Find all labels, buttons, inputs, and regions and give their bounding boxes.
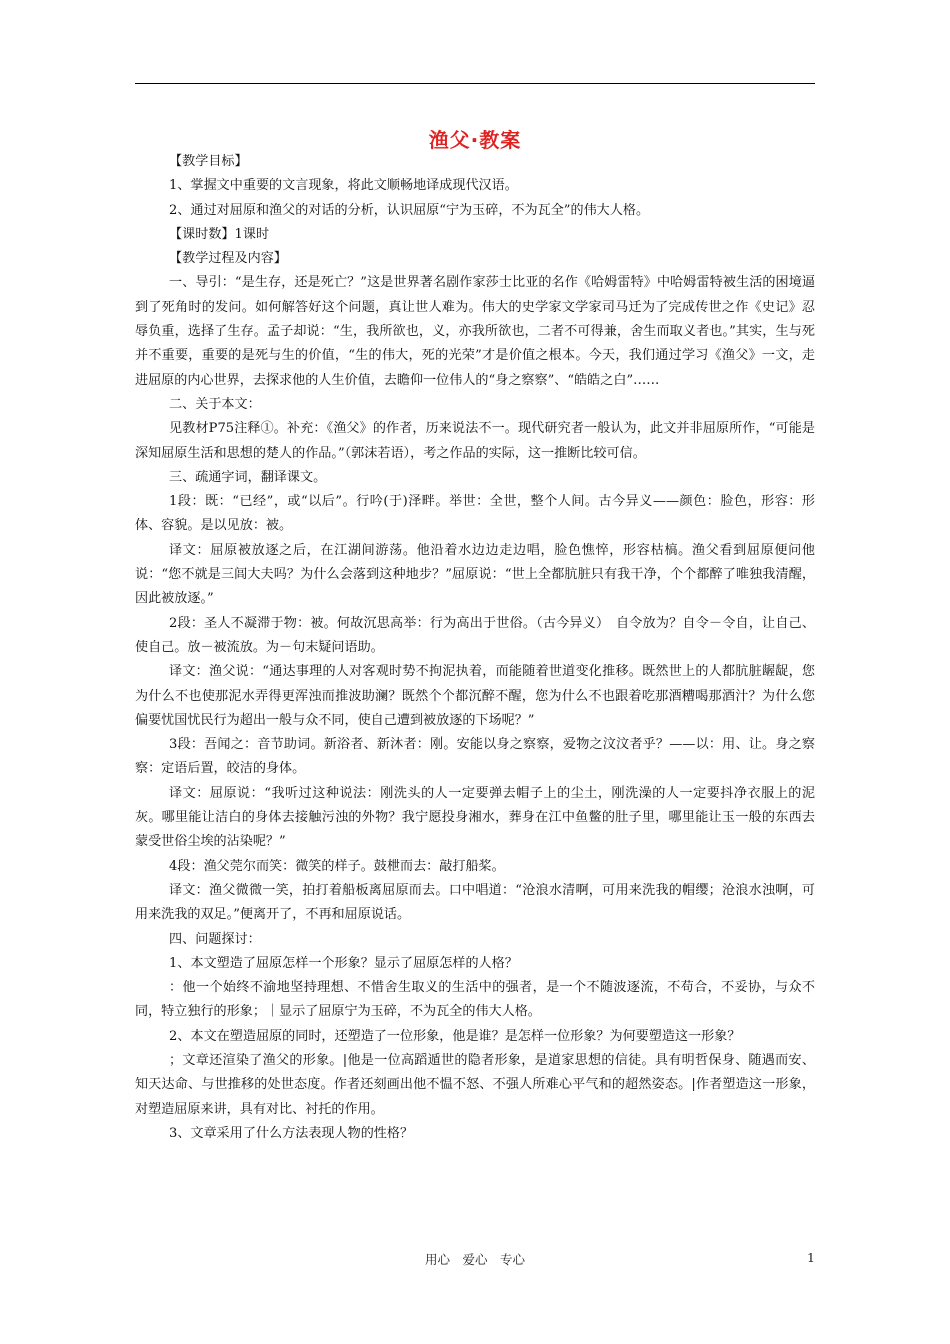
- paragraph-translation: 译文：屈原说：“我听过这种说法：刚洗头的人一定要弹去帽子上的尘土，刚洗澡的人一定要抖净衣服上的泥灰。哪里能让洁白的身体去接触污浊的外物？我宁愿投身湘水，葬身在江中鱼鳖的肚子里，哪里能让玉一般的东西去蒙受世俗尘埃的沾染呢？”: [135, 785, 815, 850]
- page-number: 1: [807, 1250, 815, 1265]
- section-heading: 二、关于本文：: [169, 396, 261, 412]
- answer: ：他一个始终不渝地坚持理想、不惜舍生取义的生活中的强者，是一个不随波逐流，不苟合，不妥协，与众不同，特立独行的形象；｜显示了屈原宁为玉碎，不为瓦全的伟大人格。: [135, 980, 815, 1020]
- paragraph-translation: 译文：渔父说：“通达事理的人对客观时势不拘泥执着，而能随着世道变化推移。既然世上的人都肮脏龌龊，您为什么不也使那泥水弄得更浑浊而推波助澜？既然个个都沉醉不醒，您为什么不也跟着吃那酒糟喝那酒汁？为什么您偏要忧国忧民行为超出一般与众不同，使自己遭到被放逐的下场呢？”: [135, 664, 815, 728]
- paragraph-notes: 4段：渔父莞尔而笑：微笑的样子。鼓枻而去：敲打船桨。: [169, 858, 505, 874]
- paragraph-notes: 2段：圣人不凝滞于物：被。何故沉思高举：行为高出于世俗。（古今异义） 自令放为？自令－令自，让自己、使自己。放－被流放。为－句末疑问语助。: [135, 615, 815, 655]
- heading-lesson-count: 【课时数】1课时: [169, 226, 270, 242]
- footer-motto: 用心 爱心 专心: [424, 1252, 525, 1267]
- paragraph-notes: 1段：既：“已经”，或“以后”。行吟(于)泽畔。举世：全世，整个人间。古今异义——颜色：脸色，形容：形体、容貌。是以见放：被。: [135, 494, 815, 534]
- heading-teaching-process: 【教学过程及内容】: [169, 251, 287, 267]
- goal-item: 2、通过对屈原和渔父的对话的分析，认识屈原“宁为玉碎，不为瓦全”的伟大人格。: [169, 202, 650, 218]
- answer: ；文章还渲染了渔父的形象。|他是一位高蹈遁世的隐者形象，是道家思想的信徒。具有明哲保身、随遇而安、知天达命、与世推移的处世态度。作者还刻画出他不愠不怒、不强人所难心平气和的超然姿态。|作者塑造这一形象，对塑造屈原来讲，具有对比、衬托的作用。: [135, 1052, 815, 1117]
- paragraph-notes: 3段：吾闻之：音节助词。新浴者、新沐者：刚。安能以身之察察，爱物之汶汶者乎？——以：用、让。身之察察：定语后置，皎洁的身体。: [135, 737, 815, 777]
- question: 1、本文塑造了屈原怎样一个形象？显示了屈原怎样的人格？: [169, 955, 518, 971]
- header-rule: [135, 83, 815, 84]
- section-heading: 四、问题探讨：: [169, 931, 261, 947]
- paragraph-introduction: 一、导引：“是生存，还是死亡？”这是世界著名剧作家莎士比亚的名作《哈姆雷特》中哈姆雷特被生活的困境逼到了死角时的发问。如何解答好这个问题，真让世人难为。伟大的史学家文学家司马迁为了完成传世之作《史记》忍辱负重，选择了生存。孟子却说：“生，我所欲也，义，亦我所欲也，二者不可得兼，舍生而取义者也。”其实，生与死并不重要，重要的是死与生的价值，“生的伟大，死的光荣”才是价值之根本。今天，我们通过学习《渔父》一文，走进屈原的内心世界，去探求他的人生价值，去瞻仰一位伟人的“身之察察”、“皓皓之白”……: [135, 275, 815, 388]
- goal-item: 1、掌握文中重要的文言现象，将此文顺畅地译成现代汉语。: [169, 178, 518, 194]
- heading-teaching-goals: 【教学目标】: [169, 154, 248, 169]
- paragraph-about-text: 见教材P75注释①。补充：《渔父》的作者，历来说法不一。现代研究者一般认为，此文并非屈原所作，“可能是深知屈原生活和思想的楚人的作品。”（郭沫若语），考之作品的实际，这一推断比较可信。: [135, 421, 815, 461]
- paragraph-translation: 译文：渔父微微一笑，拍打着船板离屈原而去。口中唱道：“沧浪水清啊，可用来洗我的帽缨；沧浪水浊啊，可用来洗我的双足。”便离开了，不再和屈原说话。: [135, 882, 815, 923]
- section-heading: 三、疏通字词，翻译课文。: [169, 469, 327, 485]
- question: 2、本文在塑造屈原的同时，还塑造了一位形象，他是谁？是怎样一位形象？为何要塑造这一形象？: [169, 1028, 741, 1044]
- page-title: 渔父·教案: [428, 128, 522, 152]
- question: 3、文章采用了什么方法表现人物的性格？: [169, 1125, 414, 1141]
- paragraph-translation: 译文：屈原被放逐之后，在江湖间游荡。他沿着水边边走边唱，脸色憔悴，形容枯槁。渔父看到屈原便问他说：“您不就是三闾大夫吗？为什么会落到这种地步？”屈原说：“世上全都肮脏只有我干净，个个都醉了唯独我清醒，因此被放逐。”: [135, 542, 815, 607]
- document-body: [135, 150, 815, 1146]
